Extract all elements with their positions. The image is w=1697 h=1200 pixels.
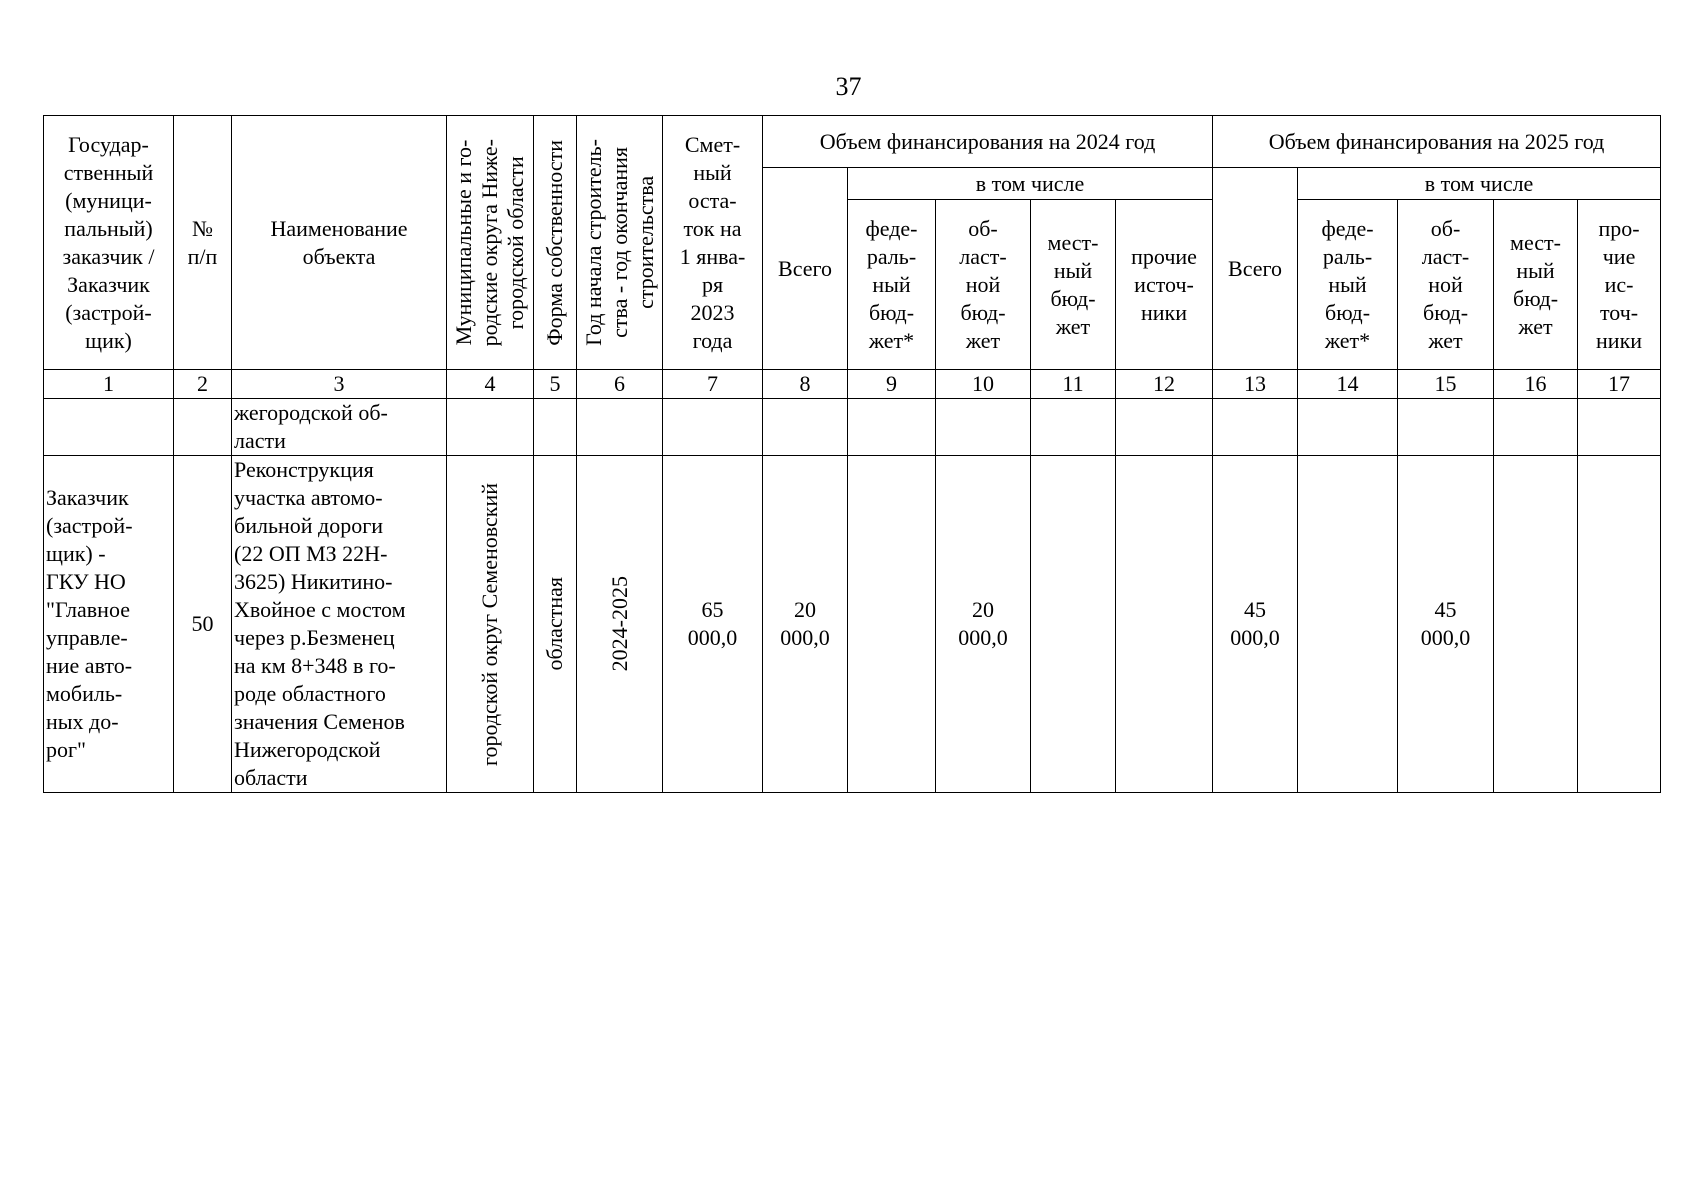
cell-ownership-text: областная	[542, 577, 567, 671]
header-including-2024: в том числе	[848, 168, 1213, 200]
cell-total-2024	[763, 399, 848, 456]
header-other-2025: про- чие ис- точ- ники	[1578, 200, 1661, 370]
cell-other-2025	[1578, 399, 1661, 456]
cell-total-2025: 45 000,0	[1213, 456, 1298, 793]
cell-regional-2025: 45 000,0	[1398, 456, 1494, 793]
header-ownership-text: Форма собственности	[542, 139, 567, 346]
cell-customer	[44, 399, 174, 456]
cell-total-2025	[1213, 399, 1298, 456]
column-number: 2	[174, 370, 232, 399]
column-number: 8	[763, 370, 848, 399]
cell-local-2024	[1031, 456, 1116, 793]
column-number: 16	[1494, 370, 1578, 399]
header-ownership	[534, 116, 577, 370]
cell-regional-2025	[1398, 399, 1494, 456]
cell-local-2024	[1031, 399, 1116, 456]
column-number: 9	[848, 370, 936, 399]
header-row-1	[44, 116, 1661, 168]
cell-num	[174, 399, 232, 456]
header-total-2024: Всего	[763, 168, 848, 370]
header-total-2025: Всего	[1213, 168, 1298, 370]
column-number: 5	[534, 370, 577, 399]
cell-municipality	[447, 456, 534, 793]
financing-table	[43, 115, 1661, 793]
column-number: 14	[1298, 370, 1398, 399]
header-num: № п/п	[174, 116, 232, 370]
column-number: 7	[663, 370, 763, 399]
cell-municipality	[447, 399, 534, 456]
header-other-2024: прочие источ- ники	[1116, 200, 1213, 370]
cell-num: 50	[174, 456, 232, 793]
cell-customer: Заказчик (застрой- щик) - ГКУ НО "Главное управле- ние авто- мобиль- ных до- рог"	[44, 456, 174, 793]
header-local-2024: мест- ный бюд- жет	[1031, 200, 1116, 370]
page-number: 37	[835, 72, 862, 101]
header-fin-2024: Объем финансирования на 2024 год	[763, 116, 1213, 168]
column-number: 1	[44, 370, 174, 399]
header-including-2025: в том числе	[1298, 168, 1661, 200]
cell-regional-2024: 20 000,0	[936, 456, 1031, 793]
header-local-2025: мест- ный бюд- жет	[1494, 200, 1578, 370]
column-number: 3	[232, 370, 447, 399]
column-number: 13	[1213, 370, 1298, 399]
cell-federal-2025	[1298, 456, 1398, 793]
cell-years	[577, 456, 663, 793]
header-customer: Государ- ственный (муници- пальный) заказчик / Заказчик (застрой- щик)	[44, 116, 174, 370]
cell-local-2025	[1494, 399, 1578, 456]
header-years	[577, 116, 663, 370]
cell-estimate	[663, 399, 763, 456]
header-municipality	[447, 116, 534, 370]
cell-local-2025	[1494, 456, 1578, 793]
cell-federal-2024	[848, 399, 936, 456]
cell-regional-2024	[936, 399, 1031, 456]
column-number: 11	[1031, 370, 1116, 399]
column-number: 10	[936, 370, 1031, 399]
header-municipality-text: Муниципальные и го- родские округа Ниже- городской области	[451, 138, 528, 347]
header-regional-2025: об- ласт- ной бюд- жет	[1398, 200, 1494, 370]
header-object-name: Наименование объекта	[232, 116, 447, 370]
table-row	[44, 399, 1661, 456]
header-fin-2025: Объем финансирования на 2025 год	[1213, 116, 1661, 168]
column-number: 15	[1398, 370, 1494, 399]
cell-years	[577, 399, 663, 456]
cell-total-2024: 20 000,0	[763, 456, 848, 793]
header-estimate: Смет- ный оста- ток на 1 янва- ря 2023 года	[663, 116, 763, 370]
column-number: 4	[447, 370, 534, 399]
column-number: 12	[1116, 370, 1213, 399]
cell-ownership	[534, 456, 577, 793]
header-years-text: Год начала строитель- ства - год окончания строительства	[580, 139, 658, 346]
cell-estimate: 65 000,0	[663, 456, 763, 793]
column-number: 17	[1578, 370, 1661, 399]
cell-other-2024	[1116, 456, 1213, 793]
cell-ownership	[534, 399, 577, 456]
header-federal-2024: феде- раль- ный бюд- жет*	[848, 200, 936, 370]
header-federal-2025: феде- раль- ный бюд- жет*	[1298, 200, 1398, 370]
cell-object-name: Реконструкция участка автомо- бильной дороги (22 ОП МЗ 22Н- 3625) Никитино- Хвойное с мостом через р.Безменец на км 8+348 в го- роде областного значения Семенов Нижегородской области	[232, 456, 447, 793]
column-numbers-row	[44, 370, 1661, 399]
header-regional-2024: об- ласт- ной бюд- жет	[936, 200, 1031, 370]
cell-other-2025	[1578, 456, 1661, 793]
cell-municipality-text: городской округ Семеновский	[477, 482, 502, 766]
cell-years-text: 2024-2025	[606, 576, 632, 672]
cell-federal-2025	[1298, 399, 1398, 456]
column-number: 6	[577, 370, 663, 399]
cell-object-name: жегородской об- ласти	[232, 399, 447, 456]
cell-federal-2024	[848, 456, 936, 793]
table-row	[44, 456, 1661, 793]
cell-other-2024	[1116, 399, 1213, 456]
